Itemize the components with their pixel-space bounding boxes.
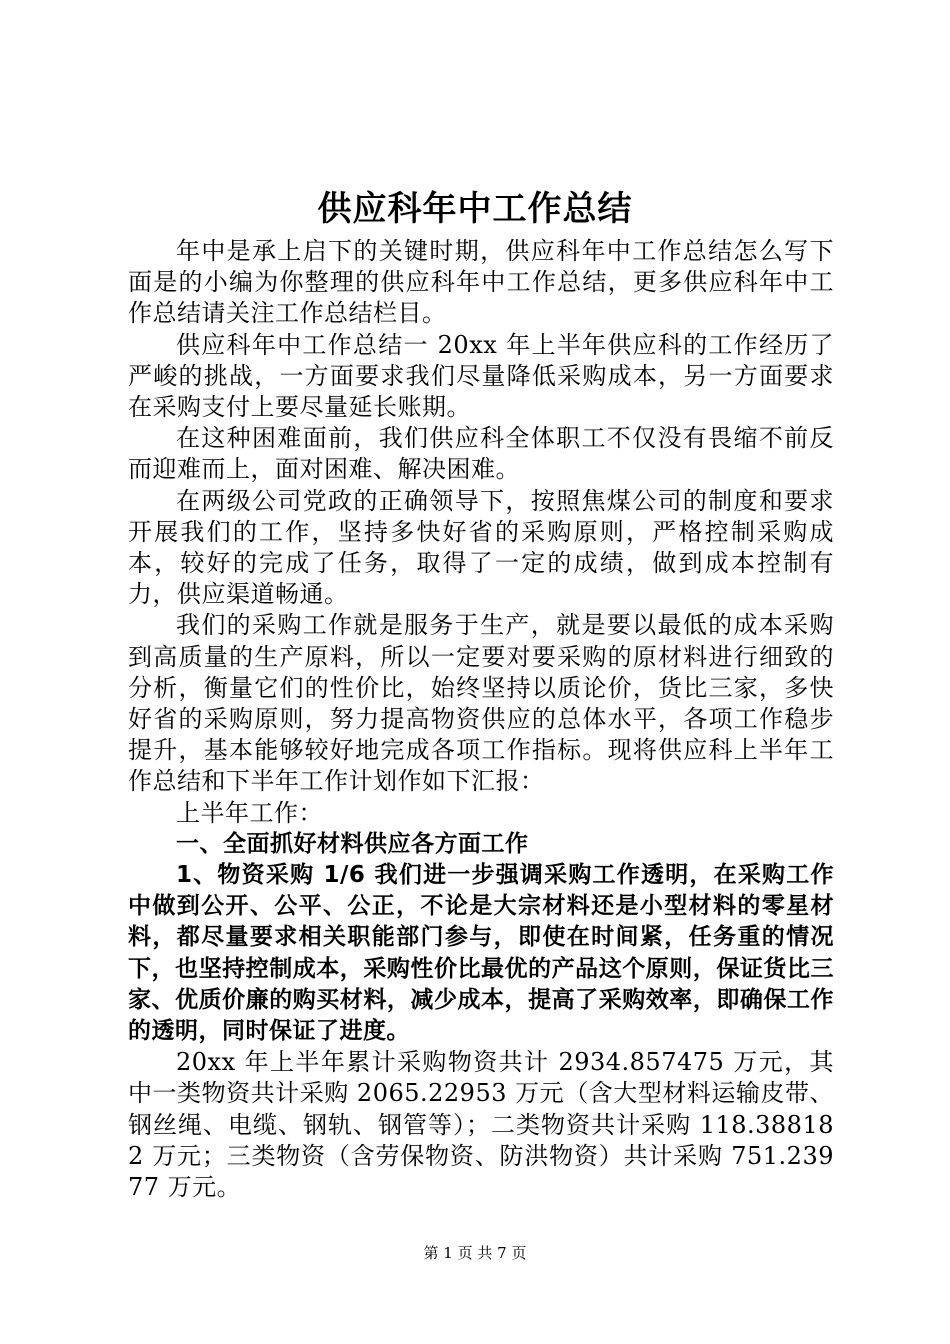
page-footer: 第 1 页 共 7 页	[423, 1244, 527, 1262]
paragraph-difficulty: 在这种困难面前，我们供应科全体职工不仅没有畏缩不前反而迎难而上，面对困难、解决困难。	[128, 424, 834, 484]
paragraph-first-half-heading: 上半年工作：	[176, 798, 323, 827]
paragraph-intro: 年中是承上启下的关键时期，供应科年中工作总结怎么写下面是的小编为你整理的供应科年中工作总结，更多供应科年中工作总结请关注工作总结栏目。	[128, 237, 834, 328]
paragraph-summary-one: 供应科年中工作总结一 20xx 年上半年供应科的工作经历了严峻的挑战，一方面要求我们尽量降低采购成本，另一方面要求在采购支付上要尽量延长账期。	[128, 330, 834, 422]
document-title: 供应科年中工作总结	[317, 189, 633, 229]
section-heading-materials: 一、全面抓好材料供应各方面工作	[176, 830, 529, 857]
paragraph-material-procurement: 1、物资采购 1/6 我们进一步强调采购工作透明，在采购工作中做到公开、公平、公正，不论是大宗材料还是小型材料的零星材料，都尽量要求相关职能部门参与，即使在时间紧，任务重的情况下，也坚持控制成本，采购性价比最优的产品这个原则，保证货比三家、优质价廉的购买材料，减少成本，提高了采购效率，即确保工作的透明，同时保证了进度。	[128, 862, 834, 1045]
document-body	[128, 236, 834, 1203]
paragraph-procurement-principle: 我们的采购工作就是服务于生产，就是要以最低的成本采购到高质量的生产原料，所以一定要对要采购的原材料进行细致的分析，衡量它们的性价比，始终坚持以质论价，货比三家，多快好省的采购原则，努力提高物资供应的总体水平，各项工作稳步提升，基本能够较好地完成各项工作指标。现将供应科上半年工作总结和下半年工作计划作如下汇报：	[128, 611, 834, 796]
paragraph-procurement-totals: 20xx 年上半年累计采购物资共计 2934.857475 万元，其中一类物资共计采购 2065.22953 万元（含大型材料运输皮带、钢丝绳、电缆、钢轨、钢管等）；二类物资共计采购 118.388182 万元；三类物资（含劳保物资、防洪物资）共计采购 751.23977 万元。	[128, 1048, 834, 1202]
paragraph-leadership: 在两级公司党政的正确领导下，按照焦煤公司的制度和要求开展我们的工作，坚持多快好省的采购原则，严格控制采购成本，较好的完成了任务，取得了一定的成绩，做到成本控制有力，供应渠道畅通。	[128, 486, 834, 609]
